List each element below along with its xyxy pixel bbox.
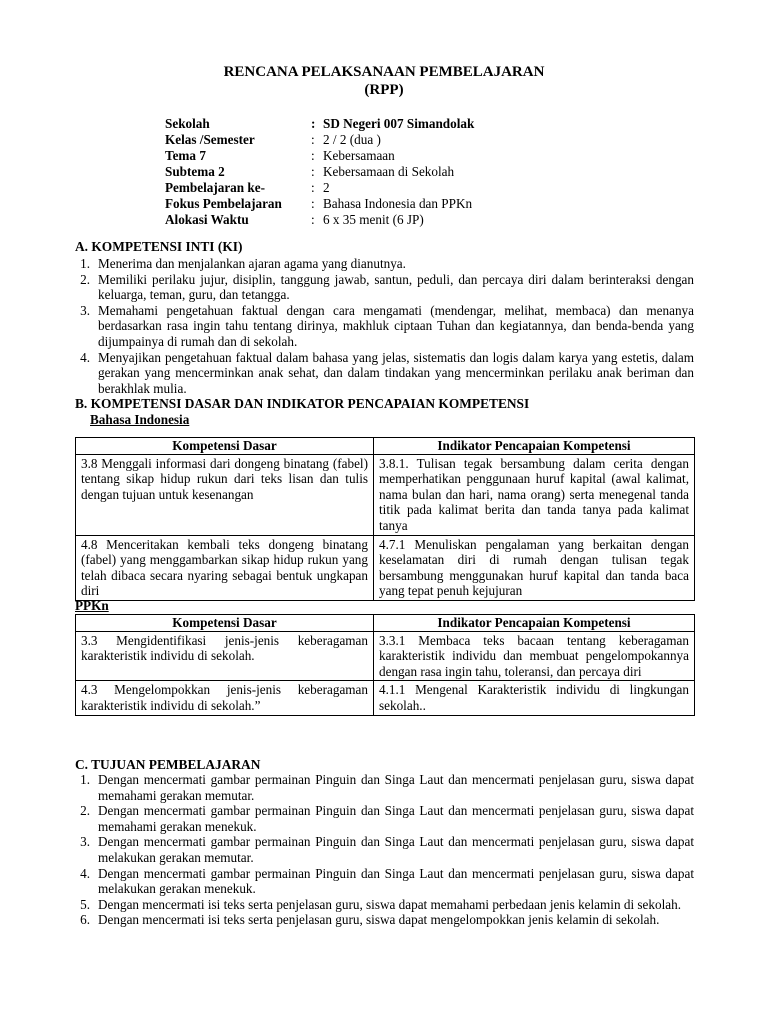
list-item-number: 2. <box>80 803 90 819</box>
info-value: Kebersamaan di Sekolah <box>323 164 455 179</box>
info-colon: : <box>311 180 315 195</box>
list-item-text: Menerima dan menjalankan ajaran agama yang dianutnya. <box>98 256 406 271</box>
list-item-text: Dengan mencermati isi teks serta penjelasan guru, siswa dapat memahami perbedaan jenis kelamin di sekolah. <box>98 896 681 912</box>
list-item-text: Dengan mencermati gambar permainan Pinguin dan Singa Laut dan mencermati penjelasan guru, siswa dapat memahami gerakan menekuk. <box>98 803 694 834</box>
column-header: Indikator Pencapaian Kompetensi <box>374 438 695 455</box>
info-row <box>165 148 474 164</box>
competency-item <box>75 303 694 350</box>
info-row <box>165 196 474 212</box>
objective-item <box>75 866 694 897</box>
info-value: 2 <box>323 180 330 195</box>
list-item-number: 5. <box>80 896 90 912</box>
column-header: Kompetensi Dasar <box>76 615 374 632</box>
section-a-heading: A. KOMPETENSI INTI (KI) <box>75 239 243 254</box>
subject-ppkn-heading: PPKn <box>75 598 109 613</box>
column-header: Indikator Pencapaian Kompetensi <box>374 615 695 632</box>
info-row <box>165 116 474 132</box>
document-title: RENCANA PELAKSANAAN PEMBELAJARAN <box>223 64 545 80</box>
info-row <box>165 132 474 148</box>
ipk-cell <box>374 681 695 715</box>
kd-cell <box>76 631 374 681</box>
info-label: Fokus Pembelajaran <box>165 196 282 211</box>
info-value: 6 x 35 menit (6 JP) <box>323 212 424 227</box>
list-item-number: 4. <box>80 349 90 365</box>
list-item-number: 4. <box>80 865 90 881</box>
info-colon: : <box>311 212 315 227</box>
competency-item <box>75 272 694 303</box>
objective-item <box>75 772 694 803</box>
competency-item <box>75 256 694 272</box>
ipk-cell <box>374 454 695 535</box>
bahasa-competency-table <box>75 437 695 601</box>
info-row <box>165 180 474 196</box>
list-item-text: Memiliki perilaku jujur, disiplin, tanggung jawab, santun, peduli, dan percaya diri dalam berinteraksi dengan keluarga, teman, guru, dan tetangga. <box>98 271 694 303</box>
list-item-number: 2. <box>80 271 90 287</box>
list-item-text: Dengan mencermati isi teks serta penjelasan guru, siswa dapat mengelompokkan jenis kelamin di sekolah. <box>98 912 660 928</box>
table-row <box>76 681 695 715</box>
info-label: Sekolah <box>165 116 210 131</box>
subject-bahasa-heading: Bahasa Indonesia <box>90 412 190 427</box>
ipk-text: 3.8.1. Tulisan tegak bersambung dalam cerita dengan memperhatikan penggunaan huruf kapital (awal kalimat, nama bulan dan hari, nama orang) serta menegenal tanda titik pada kalimat berita dan tanda tanya pada kalimat tanya <box>379 455 689 533</box>
list-item-text: Dengan mencermati gambar permainan Pinguin dan Singa Laut dan mencermati penjelasan guru, siswa dapat memahami gerakan memutar. <box>98 772 694 803</box>
info-value: Bahasa Indonesia dan PPKn <box>323 196 473 211</box>
list-item-text: Menyajikan pengetahuan faktual dalam bahasa yang jelas, sistematis dan logis dalam karya yang estetis, dalam gerakan yang mencerminkan anak sehat, dan dalam tindakan yang mencerminkan perilaku anak beriman dan berakhlak mulia. <box>98 349 694 396</box>
info-label: Subtema 2 <box>165 164 225 179</box>
competency-list <box>75 256 694 396</box>
kd-text: 3.3 Mengidentifikasi jenis-jenis keberagaman karakteristik individu di sekolah. <box>81 632 368 664</box>
ppkn-competency-table <box>75 614 695 716</box>
list-item-text: Memahami pengetahuan faktual dengan cara mengamati (mendengar, melihat, membaca) dan menanya berdasarkan rasa ingin tahu tentang dirinya, makhluk ciptaan Tuhan dan kegiatannya, dan benda-benda yang dijumpainya di rumah dan di sekolah. <box>98 302 694 349</box>
list-item-text: Dengan mencermati gambar permainan Pinguin dan Singa Laut dan mencermati penjelasan guru, siswa dapat melakukan gerakan menekuk. <box>98 865 694 897</box>
identity-table <box>165 116 474 228</box>
objective-item <box>75 803 694 834</box>
list-item-number: 3. <box>80 834 90 850</box>
info-label: Kelas /Semester <box>165 132 255 147</box>
info-colon: : <box>311 148 315 163</box>
kd-text: 4.8 Menceritakan kembali teks dongeng binatang (fabel) yang menggambarkan sikap hidup rukun yang telah dibaca secara nyaring sebagai bentuk ungkapan diri <box>81 536 368 599</box>
info-colon: : <box>311 196 315 211</box>
info-colon: : <box>311 116 316 131</box>
info-label: Pembelajaran ke- <box>165 180 265 195</box>
list-item-number: 3. <box>80 302 90 318</box>
info-row <box>165 212 474 228</box>
ipk-text: 3.3.1 Membaca teks bacaan tentang keberagaman karakteristik individu dan membuat pengelompokannya dengan rasa ingin tahu, toleransi, dan percaya diri <box>379 632 689 679</box>
objective-item <box>75 897 694 913</box>
info-label: Tema 7 <box>165 148 206 163</box>
objective-item <box>75 834 694 865</box>
competency-item <box>75 350 694 397</box>
section-c-heading: C. TUJUAN PEMBELAJARAN <box>75 757 261 772</box>
document-subtitle: (RPP) <box>364 82 404 98</box>
list-item-number: 6. <box>80 912 90 928</box>
section-b-heading: B. KOMPETENSI DASAR DAN INDIKATOR PENCAPAIAN KOMPETENSI <box>75 396 530 411</box>
list-item-number: 1. <box>80 772 90 787</box>
ipk-cell <box>374 631 695 681</box>
list-item-text: Dengan mencermati gambar permainan Pinguin dan Singa Laut dan mencermati penjelasan guru, siswa dapat melakukan gerakan memutar. <box>98 834 694 865</box>
info-row <box>165 164 474 180</box>
column-header: Kompetensi Dasar <box>76 438 374 455</box>
list-item-number: 1. <box>80 256 90 271</box>
learning-objectives-list <box>75 772 694 928</box>
table-row <box>76 454 695 535</box>
info-value: SD Negeri 007 Simandolak <box>323 116 475 131</box>
info-value: Kebersamaan <box>323 148 395 163</box>
ipk-cell <box>374 535 695 600</box>
info-label: Alokasi Waktu <box>165 212 249 227</box>
ipk-text: 4.7.1 Menuliskan pengalaman yang berkaitan dengan keselamatan diri di rumah dengan tulisan tegak bersambung menggunakan huruf kapital dan tanda baca yang tepat penuh kejujuran <box>379 536 689 599</box>
kd-cell <box>76 681 374 715</box>
kd-cell <box>76 535 374 600</box>
ipk-text: 4.1.1 Mengenal Karakteristik individu di lingkungan sekolah.. <box>379 682 689 713</box>
objective-item <box>75 912 694 928</box>
info-colon: : <box>311 132 315 147</box>
table-row <box>76 631 695 681</box>
kd-cell <box>76 454 374 535</box>
kd-text: 4.3 Mengelompokkan jenis-jenis keberagaman karakteristik individu di sekolah.” <box>81 682 368 713</box>
info-value: 2 / 2 (dua ) <box>323 132 381 147</box>
info-colon: : <box>311 164 315 179</box>
kd-text: 3.8 Menggali informasi dari dongeng binatang (fabel) tentang sikap hidup rukun dari teks lisan dan tulis dengan tujuan untuk kesenangan <box>81 455 368 502</box>
table-row <box>76 535 695 600</box>
